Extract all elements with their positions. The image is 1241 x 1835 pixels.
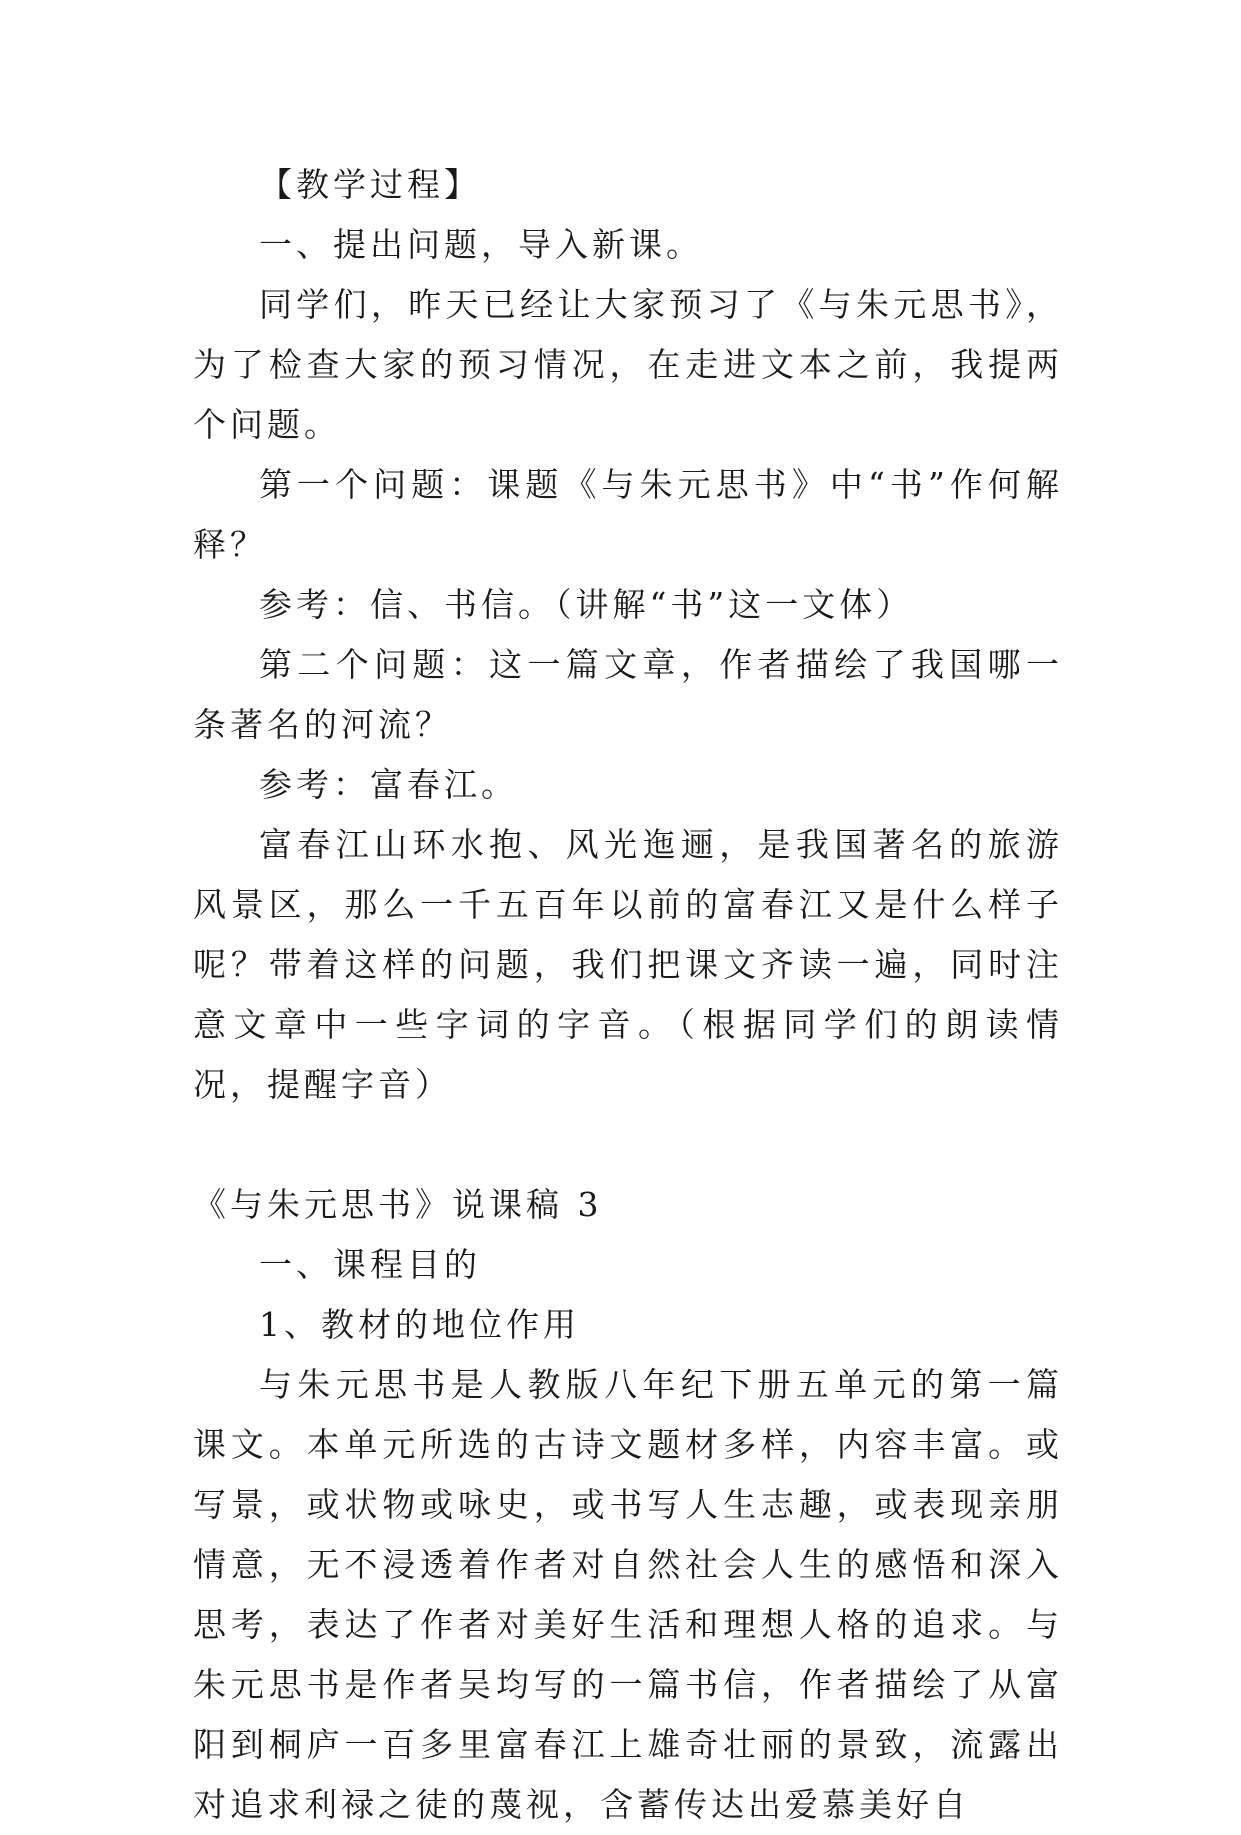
answer-2: 参考：富春江。	[259, 765, 518, 804]
answer-1: 参考：信、书信。（讲解“书”这一文体）	[259, 585, 914, 624]
paragraph: 与朱元思书是人教版八年纪下册五单元的第一篇课文。本单元所选的古诗文题材多样，内容丰富。或写景，或状物或咏史，或书写人生志趣，或表现亲朋情意，无不浸透着作者对自然社会人生的感悟和深入思考，表达了作者对美好生活和理想人格的追求。与朱元思书是作者吴均写的一篇书信，作者描绘了从富阳到桐庐一百多里富春江上雄奇壮丽的景致，流露出对追求利禄之徒的蔑视，含蓄传达出爱慕美好自	[193, 1365, 1063, 1824]
paragraph: 富春江山环水抱、风光迤逦，是我国著名的旅游风景区，那么一千五百年以前的富春江又是什么样子呢？带着这样的问题，我们把课文齐读一遍，同时注意文章中一些字词的字音。（根据同学们的朗读情况，提醒字音）	[193, 825, 1063, 1104]
question-2: 第二个问题：这一篇文章，作者描绘了我国哪一条著名的河流？	[193, 645, 1063, 744]
document-title: 《与朱元思书》说课稿 3	[193, 1185, 603, 1224]
step-heading: 一、提出问题，导入新课。	[259, 225, 703, 264]
document-body	[193, 155, 1063, 1835]
paragraph: 同学们，昨天已经让大家预习了《与朱元思书》，为了检查大家的预习情况，在走进文本之前，我提两个问题。	[193, 285, 1063, 444]
section-heading: 一、课程目的	[259, 1245, 481, 1284]
section-gap	[193, 1115, 1063, 1175]
question-1: 第一个问题：课题《与朱元思书》中“书”作何解释？	[193, 465, 1063, 564]
subsection-heading: 1、教材的地位作用	[259, 1305, 580, 1344]
section-heading: 【教学过程】	[259, 165, 481, 204]
